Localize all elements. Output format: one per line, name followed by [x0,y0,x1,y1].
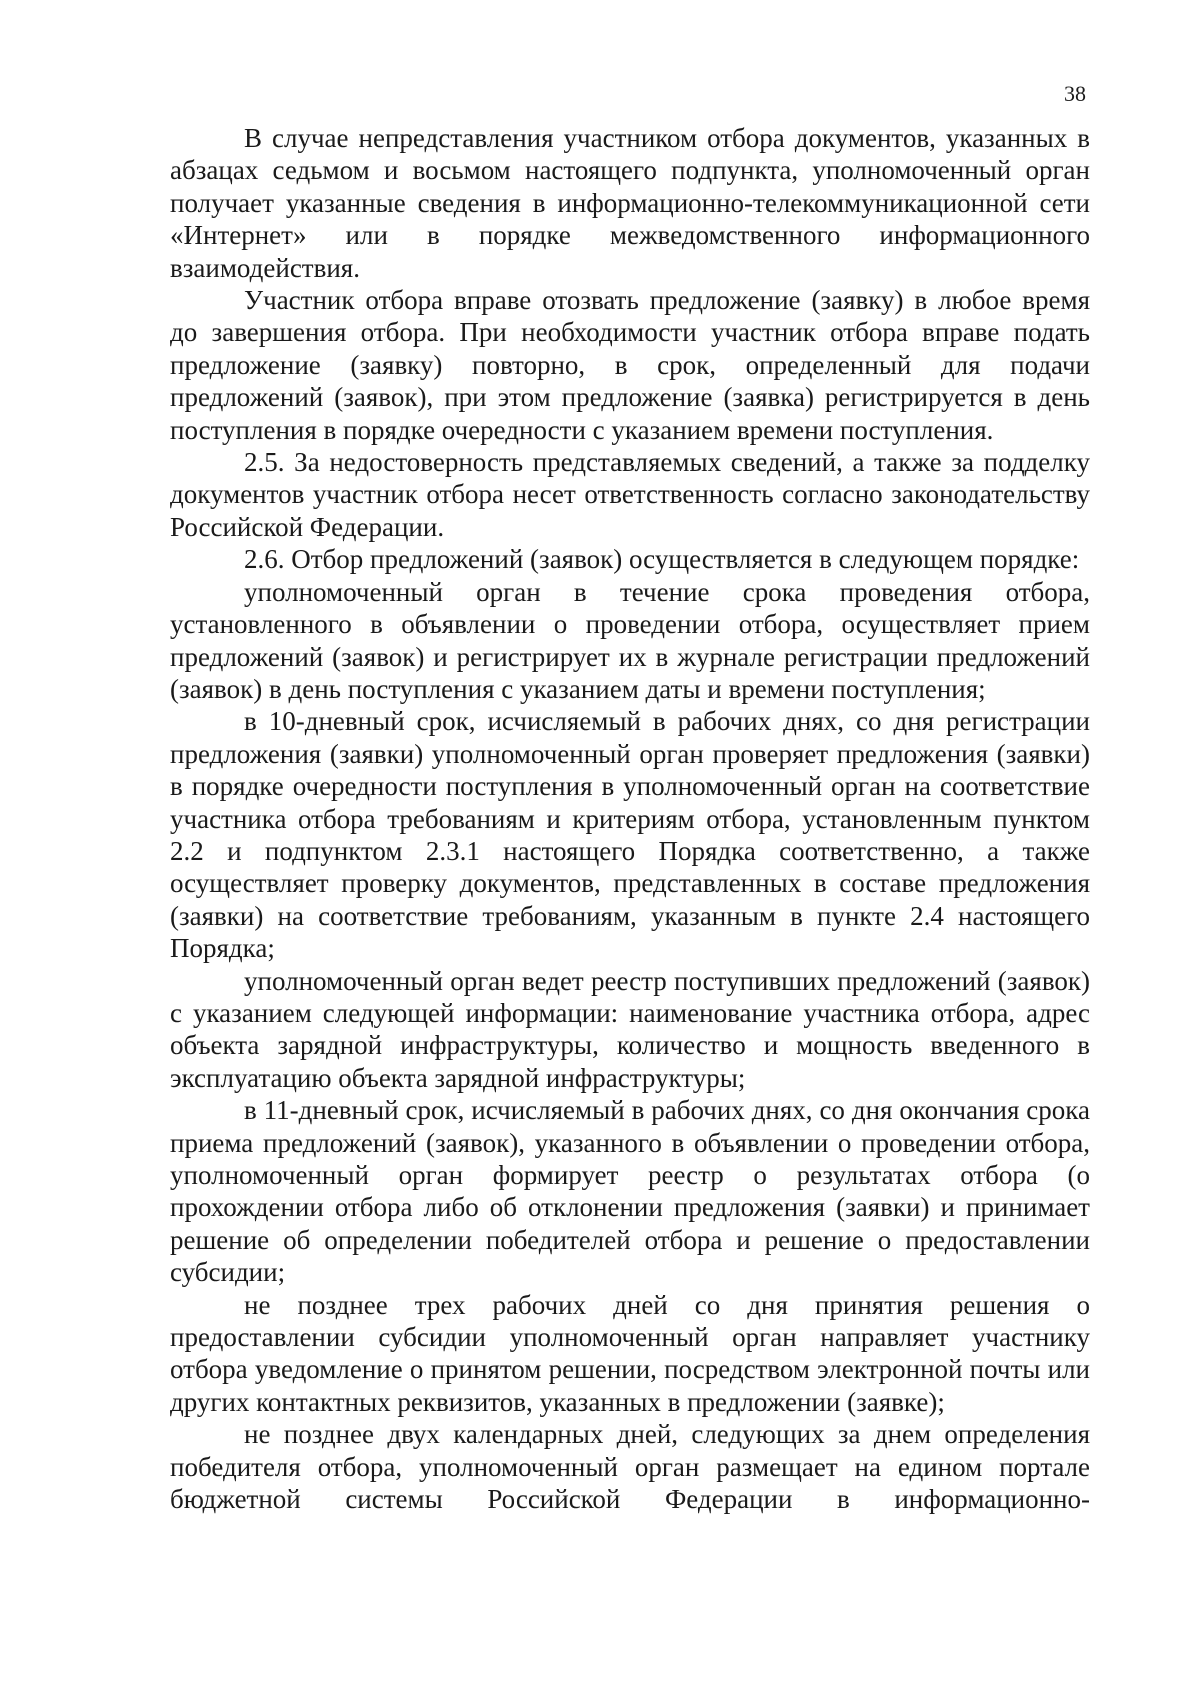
paragraph-2-5-responsibility: 2.5. За недостоверность представляемых сведений, а также за подделку документов участник отбора несет ответственность согласно законодательству Российской Федерации. [170,447,1090,542]
paragraph-portal-publication: не позднее двух календарных дней, следующих за днем определения победителя отбора, уполномоченный орган размещает на едином портале бюджетной системы Российской Федерации в информационно- [170,1419,1090,1515]
paragraph-11-day-results: в 11-дневный срок, исчисляемый в рабочих днях, со дня окончания срока приема предложений (заявок), указанного в объявлении о проведении отбора, уполномоченный орган формирует реестр о результатах отбора (о прохождении отбора либо об отклонении предложения (заявки) и принимает решение об определении победителей отбора и решение о предоставлении субсидии; [170,1095,1090,1288]
page-number: 38 [1064,81,1086,106]
paragraph-nonsubmission: В случае непредставления участником отбора документов, указанных в абзацах седьмом и восьмом настоящего подпункта, уполномоченный орган получает указанные сведения в информационно-телекоммуникационной сети «Интернет» или в порядке межведомственного информационного взаимодействия. [170,123,1090,283]
paragraph-2-6-selection-order: 2.6. Отбор предложений (заявок) осуществляется в следующем порядке: [244,544,1080,575]
paragraph-notification: не позднее трех рабочих дней со дня принятия решения о предоставлении субсидии уполномоченный орган направляет участнику отбора уведомление о принятом решении, посредством электронной почты или других контактных реквизитов, указанных в предложении (заявке); [170,1289,1090,1417]
paragraph-receipt-registration: уполномоченный орган в течение срока проведения отбора, установленного в объявлении о проведении отбора, осуществляет прием предложений (заявок) и регистрирует их в журнале регистрации предложений (заявок) в день поступления с указанием даты и времени поступления; [170,576,1090,704]
paragraph-10-day-check: в 10-дневный срок, исчисляемый в рабочих днях, со дня регистрации предложения (заявки) уполномоченный орган проверяет предложения (заявки) в порядке очередности поступления в уполномоченный орган на соответствие участника отбора требованиям и критериям отбора, установленным пунктом 2.2 и подпунктом 2.3.1 настоящего Порядка соответственно, а также осуществляет проверку документов, представленных в составе предложения (заявки) на соответствие требованиям, указанным в пункте 2.4 настоящего Порядка; [170,706,1090,964]
paragraph-withdraw-application: Участник отбора вправе отозвать предложение (заявку) в любое время до завершения отбора. При необходимости участник отбора вправе подать предложение (заявку) повторно, в срок, определенный для подачи предложений (заявок), при этом предложение (заявка) регистрируется в день поступления в порядке очередности с указанием времени поступления. [170,285,1090,445]
document-body [170,122,1090,1515]
paragraph-registry: уполномоченный орган ведет реестр поступивших предложений (заявок) с указанием следующей информации: наименование участника отбора, адрес объекта зарядной инфраструктуры, количество и мощность введенного в эксплуатацию объекта зарядной инфраструктуры; [170,965,1090,1093]
